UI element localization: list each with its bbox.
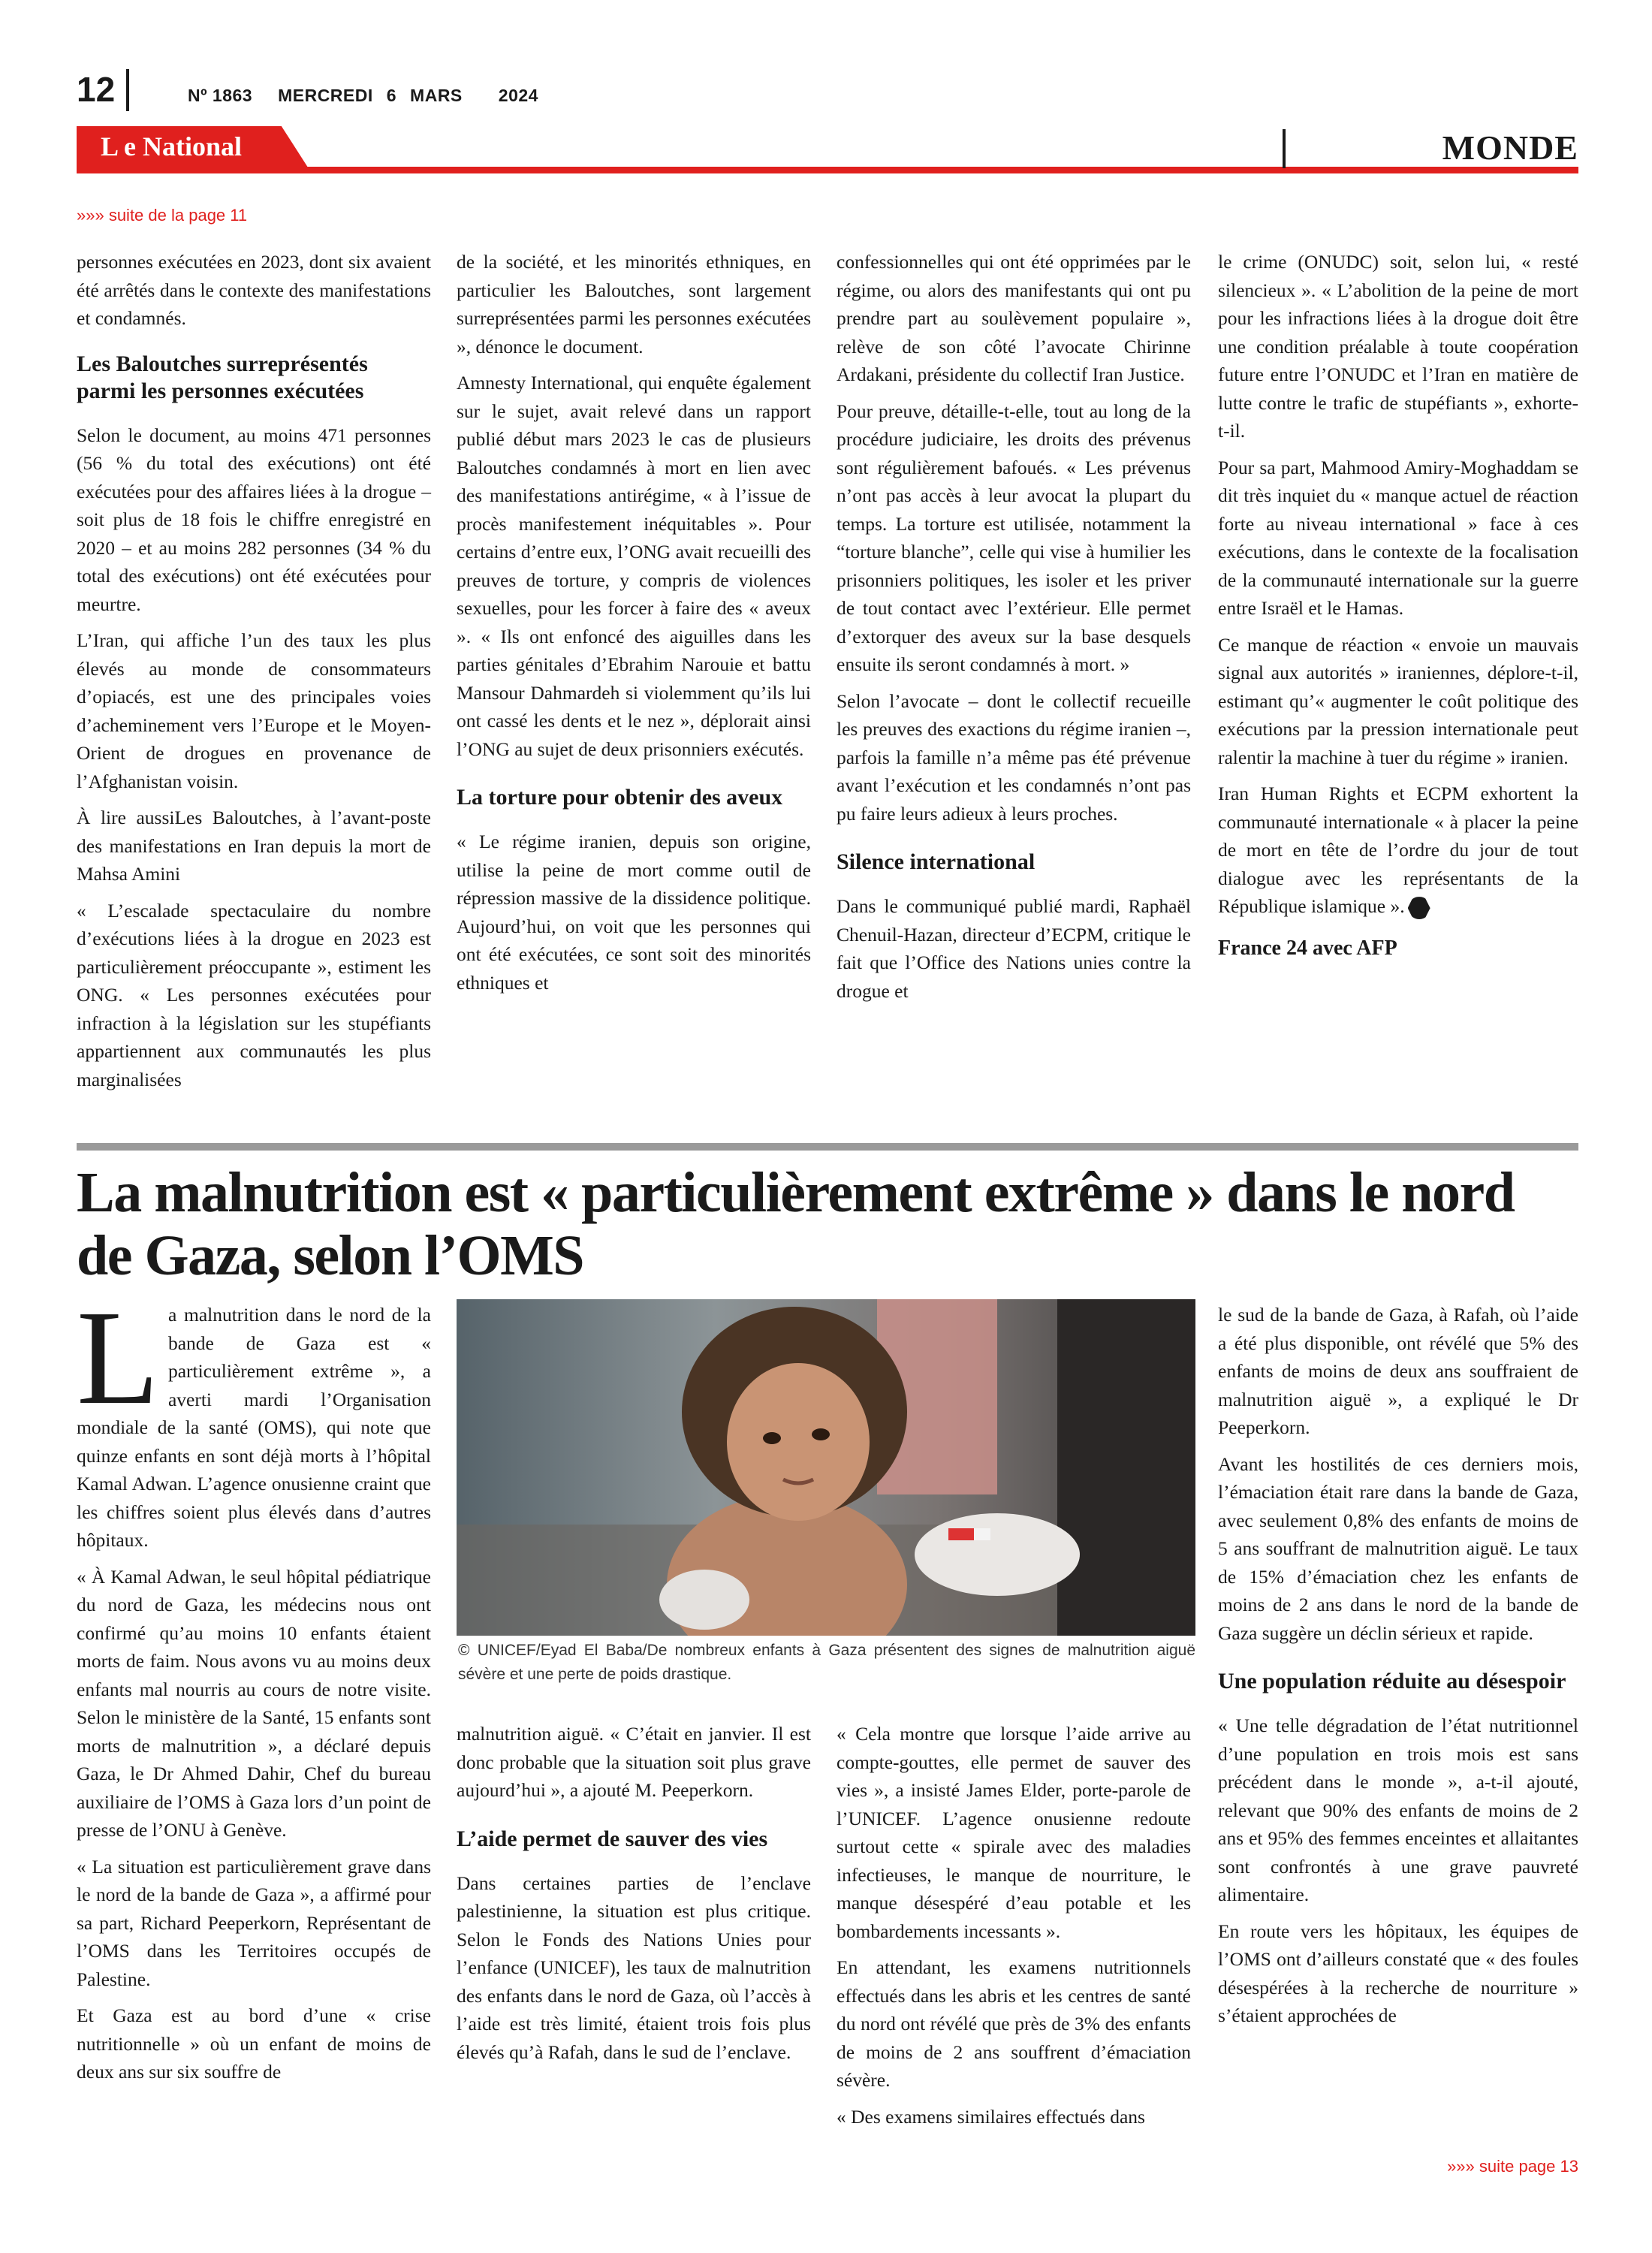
- paragraph: malnutrition aiguë. « C’était en janvier. Il est donc probable que la situation soit plus grave aujourd’hui », a ajouté M. Peeperkorn.: [457, 1723, 811, 1801]
- top-article-column-4: [1218, 248, 1578, 962]
- paragraph: Selon le document, au moins 471 personnes (56 % du total des exécutions) ont été exécutées pour des affaires liées à la drogue – soit plus de 18 fois le chiffre enregistré en 2020 – et au moins 282 personnes (34 % du total des exécutions) ont été exécutées pour meurtre.: [77, 424, 431, 615]
- issue-date-day: 6: [386, 86, 397, 105]
- paragraph: Dans certaines parties de l’enclave palestinienne, la situation est plus critique. Selon le Fonds des Nations Unies pour l’enfance (UNICEF), les taux de malnutrition des enfants dans le nord de Gaza, où l’accès à l’aide est très limité, étaient trois fois plus élevés qu’à Rafah, dans le sud de l’enclave.: [457, 1871, 811, 2063]
- photo-caption: © UNICEF/Eyad El Baba/De nombreux enfants à Gaza présentent des signes de malnutrition aiguë sévère et une perte de poids drastique.: [458, 1642, 1195, 1683]
- subheading: Les Baloutches surreprésentés parmi les personnes exécutées: [77, 351, 368, 403]
- paragraph: « Le régime iranien, depuis son origine, utilise la peine de mort comme outil de répression massive de la dissidence politique. Aujourd’hui, on voit que les personnes qui ont été exécutées, ce sont soit des minorités ethniques et: [457, 831, 811, 994]
- bottom-article-column-4: [1218, 1301, 1578, 2038]
- continued-on-link[interactable]: »»» suite page 13: [1447, 2157, 1578, 2176]
- article-photo: [457, 1299, 1195, 1636]
- paragraph-text: a malnutrition dans le nord de la bande de Gaza est « particulièrement extrême », a averti mardi l’Organisation mondiale de la santé (OMS), qui note que quinze enfants en sont déjà morts à l’hôpital Kamal Adwan. L’agence onusienne craint que les chiffres soient plus élevés dans d’autres hôpitaux.: [77, 1304, 431, 1551]
- issue-month: MARS: [410, 86, 463, 105]
- end-of-article-icon: [1408, 897, 1430, 919]
- paragraph: Et Gaza est au bord d’une « crise nutritionnelle » où un enfant de moins de deux ans sur six souffre de: [77, 2004, 431, 2083]
- paragraph: de la société, et les minorités ethniques, en particulier les Baloutches, sont largement surreprésentées parmi les personnes exécutées », dénonce le document.: [457, 251, 811, 357]
- paragraph: « À Kamal Adwan, le seul hôpital pédiatrique du nord de Gaza, les médecins nous ont confirmé qu’au moins 10 enfants étaient morts de faim. Nous avons vu au moins deux enfants mal nourris au cours de notre visite. Selon le ministère de la Santé, 15 enfants sont morts de malnutrition », a déclaré depuis Gaza, le Dr Ahmed Dahir, Chef du bureau auxiliaire de l’OMS à Gaza lors d’un point de presse de l’ONU à Genève.: [77, 1565, 431, 1841]
- article-signature: France 24 avec AFP: [1218, 936, 1397, 960]
- paragraph: « L’escalade spectaculaire du nombre d’exécutions liées à la drogue en 2023 est particulièrement préoccupante », estiment les ONG. « Les personnes exécutées pour infraction à la législation sur les stupéfiants appartiennent aux communautés les plus marginalisées: [77, 899, 431, 1090]
- child-photo-illustration: [457, 1299, 1195, 1636]
- paragraph: Ce manque de réaction « envoie un mauvais signal aux autorités » iraniennes, déplore-t-il, estimant qu’« augmenter le coût politique des exécutions par la pression internationale peut ralentir la machine à tuer du régime » iranien.: [1218, 633, 1578, 768]
- paragraph: Selon l’avocate – dont le collectif recueille les preuves des exactions du régime iranien –, parfois la famille n’a même pas été prévenue avant l’exécution et les condamnés n’ont pas pu faire leurs adieux à leurs proches.: [837, 689, 1191, 825]
- paragraph-text: Iran Human Rights et ECPM exhortent la communauté internationale « à placer la peine de mort en tête de l’ordre du jour de tout dialogue avec les représentants de la République islamique ».: [1218, 783, 1578, 917]
- paragraph: « La situation est particulièrement grave dans le nord de la bande de Gaza », a affirmé pour sa part, Richard Peeperkorn, Représentant de l’OMS dans les Territoires occupés de Palestine.: [77, 1855, 431, 1990]
- subheading: Une population réduite au désespoir: [1218, 1669, 1566, 1694]
- issue-day: MERCREDI: [278, 86, 373, 105]
- paragraph: Pour sa part, Mahmood Amiry-Moghaddam se dit très inquiet du « manque actuel de réaction forte au niveau international » face à ces exécutions, dans le contexte de la focalisation de la communauté internationale sur la guerre entre Israël et le Hamas.: [1218, 456, 1578, 619]
- paragraph: Dans le communiqué publié mardi, Raphaël Chenuil-Hazan, directeur d’ECPM, critique le fait que l’Office des Nations unies contre la drogue et: [837, 895, 1191, 1002]
- section-divider: [1283, 129, 1286, 168]
- subheading: Silence international: [837, 849, 1036, 874]
- paragraph: le crime (ONUDC) soit, selon lui, « resté silencieux ». « L’abolition de la peine de mort pour les infractions liées à la drogue doit être une condition préalable à toute coopération future entre l’ONUDC et l’Iran en matière de lutte contre le trafic de stupéfiants », exhorte-t-il.: [1218, 251, 1578, 442]
- paragraph: Pour preuve, détaille-t-elle, tout au long de la procédure judiciaire, les droits des prévenus sont régulièrement bafoués. « Les prévenus n’ont pas accès à leur avocat la plupart du temps. La torture est utilisée, notamment la “torture blanche”, celle qui vise à humilier les prisonniers politiques, les isoler et les priver de tout contact avec l’extérieur. Elle permet d’extorquer des aveux sur la base desquels ensuite ils seront condamnés à mort. »: [837, 400, 1191, 675]
- issue-year: 2024: [498, 86, 538, 105]
- paragraph: « Cela montre que lorsque l’aide arrive au compte-gouttes, elle permet de sauver des vies », a insisté James Elder, porte-parole de l’UNICEF. L’agence onusienne redoute surtout cette « spirale avec des maladies infectieuses, le manque de nourriture, le manque désespéré d’eau potable et les bombardements incessants ».: [837, 1723, 1191, 1942]
- page-number: 12: [77, 70, 116, 109]
- page-number-divider: [126, 69, 129, 111]
- paragraph: « Des examens similaires effectués dans: [837, 2105, 1145, 2128]
- paragraph: [1218, 780, 1578, 921]
- bottom-article-column-1: [77, 1283, 431, 2095]
- paragraph: personnes exécutées en 2023, dont six avaient été arrêtés dans le contexte des manifestations et condamnés.: [77, 251, 431, 329]
- paragraph: Avant les hostilités de ces derniers mois, l’émaciation était rare dans la bande de Gaza, avec seulement 0,8% des enfants de moins de 5 ans souffrant de malnutrition aiguë. Le taux de 15% d’émaciation chez les enfants de moins de 2 ans dans le nord de la bande de Gaza suggère un déclin sérieux et rapide.: [1218, 1452, 1578, 1644]
- paragraph: le sud de la bande de Gaza, à Rafah, où l’aide a été plus disponible, ont révélé que 5% des enfants de moins de deux ans souffraient de malnutrition aiguë », a expliqué le Dr Peeperkorn.: [1218, 1304, 1578, 1438]
- issue-line: [188, 86, 564, 106]
- top-article-column-1: [77, 248, 431, 1102]
- top-article-column-2: [457, 248, 811, 1005]
- paragraph: En route vers les hôpitaux, les équipes de l’OMS ont d’ailleurs constaté que « des foules désespérées à la recherche de nourriture » s’étaient approchées de: [1218, 1920, 1578, 2026]
- paragraph: À lire aussiLes Baloutches, à l’avant-poste des manifestations en Iran depuis la mort de Mahsa Amini: [77, 807, 431, 885]
- issue-number: Nº 1863: [188, 86, 253, 105]
- bottom-article-column-3: [837, 1720, 1191, 2139]
- subheading: La torture pour obtenir des aveux: [457, 785, 783, 810]
- paragraph: « Une telle dégradation de l’état nutritionnel d’une population en trois mois est sans précédent dans le monde », a-t-il ajouté, relevant que 90% des enfants de moins de 2 ans et 95% des femmes enceintes et allaitantes sont confrontés à une grave pauvreté alimentaire.: [1218, 1715, 1578, 1905]
- top-article-column-3: [837, 248, 1191, 1013]
- section-title: MONDE: [1442, 128, 1578, 167]
- paragraph: L’Iran, qui affiche l’un des taux les plus élevés au monde de consommateurs d’opiacés, est une des principales voies d’acheminement vers l’Europe et le Moyen-Orient de drogues en provenance de l’Afghanistan voisin.: [77, 629, 431, 792]
- paragraph: En attendant, les examens nutritionnels effectués dans les abris et les centres de santé du nord ont révélé que près de 3% des enfants de moins de 2 ans souffrent d’émaciation sévère.: [837, 1956, 1191, 2091]
- drop-cap: L: [77, 1283, 159, 1432]
- paragraph: [77, 1283, 431, 1555]
- article-headline: La malnutrition est « particulièrement extrême » dans le nord de Gaza, selon l’OMS: [77, 1161, 1515, 1287]
- paragraph: Amnesty International, qui enquête également sur le sujet, avait relevé dans un rapport publié début mars 2023 le cas de plusieurs Baloutches condamnés à mort en lien avec des manifestations antirégime, « à l’issue de procès manifestement inéquitables ». Pour certains d’entre eux, l’ONG avait recueilli des preuves de torture, y compris de violences sexuelles, pour les forcer à faire des « aveux ». « Ils ont enfoncé des aiguilles dans les parties génitales d’Ebrahim Narouie et battu Mansour Dahmardeh si violemment qu’ils lui ont cassé les dents et le nez », déplorait ainsi l’ONG au sujet de deux prisonniers exécutés.: [457, 372, 811, 760]
- bottom-article-column-2: [457, 1720, 811, 2074]
- article-separator: [77, 1143, 1578, 1151]
- masthead-title: L e National: [101, 131, 243, 161]
- continued-from-link[interactable]: »»» suite de la page 11: [77, 206, 248, 225]
- subheading: L’aide permet de sauver des vies: [457, 1826, 768, 1851]
- paragraph: confessionnelles qui ont été opprimées par le régime, ou alors des manifestants qui ont pu prendre part au soulèvement populaire », relève de son côté l’avocate Chirinne Ardakani, présidente du collectif Iran Justice.: [837, 251, 1191, 385]
